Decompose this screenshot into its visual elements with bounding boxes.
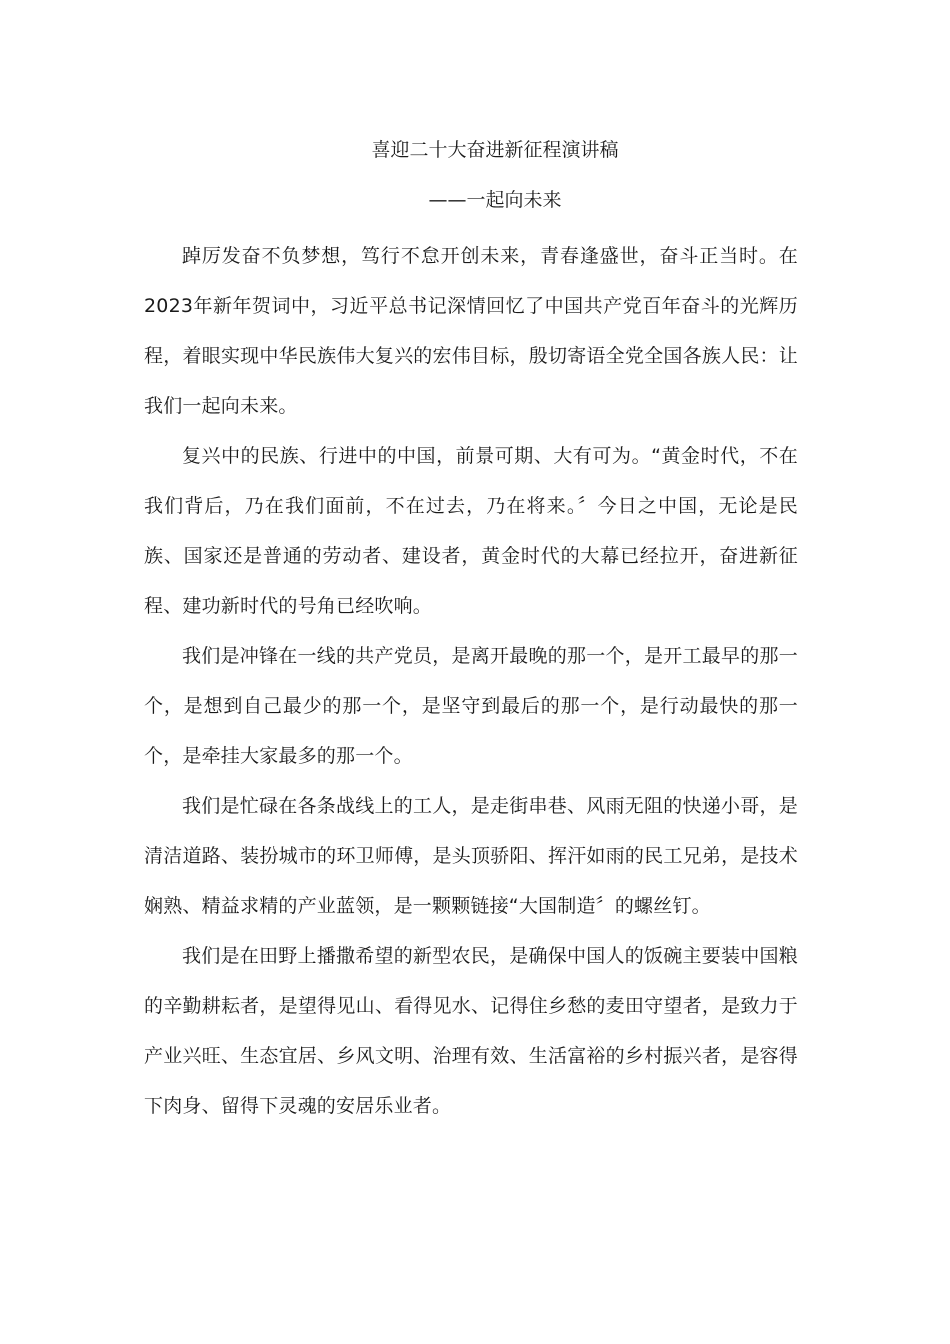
document-subtitle: ——一起向未来 xyxy=(428,189,562,211)
paragraph-3: 我们是冲锋在一线的共产党员，是离开最晚的那一个，是开工最早的那一个，是想到自己最少的那一个，是坚守到最后的那一个，是行动最快的那一个，是牵挂大家最多的那一个。 xyxy=(144,645,798,767)
paragraph-5: 我们是在田野上播撒希望的新型农民，是确保中国人的饭碗主要装中国粮的辛勤耕耘者，是望得见山、看得见水、记得住乡愁的麦田守望者，是致力于产业兴旺、生态宜居、乡风文明、治理有效、生活富裕的乡村振兴者，是容得下肉身、留得下灵魂的安居乐业者。 xyxy=(144,945,798,1117)
document-body xyxy=(144,231,798,1131)
paragraph-4: 我们是忙碌在各条战线上的工人，是走街串巷、风雨无阻的快递小哥，是清洁道路、装扮城市的环卫师傅，是头顶骄阳、挥汗如雨的民工兄弟，是技术娴熟、精益求精的产业蓝领，是一颗颗链接“大国制造〞的螺丝钉。 xyxy=(144,795,798,917)
document-title: 喜迎二十大奋进新征程演讲稿 xyxy=(371,139,619,161)
paragraph-1: 踔厉发奋不负梦想，笃行不怠开创未来，青春逢盛世，奋斗正当时。在2023年新年贺词中，习近平总书记深情回忆了中国共产党百年奋斗的光辉历程，着眼实现中华民族伟大复兴的宏伟目标，殷切寄语全党全国各族人民：让我们一起向未来。 xyxy=(144,245,798,417)
paragraph-2: 复兴中的民族、行进中的中国，前景可期、大有可为。“黄金时代，不在我们背后，乃在我们面前，不在过去，乃在将来。〞今日之中国，无论是民族、国家还是普通的劳动者、建设者，黄金时代的大幕已经拉开，奋进新征程、建功新时代的号角已经吹响。 xyxy=(144,445,798,617)
